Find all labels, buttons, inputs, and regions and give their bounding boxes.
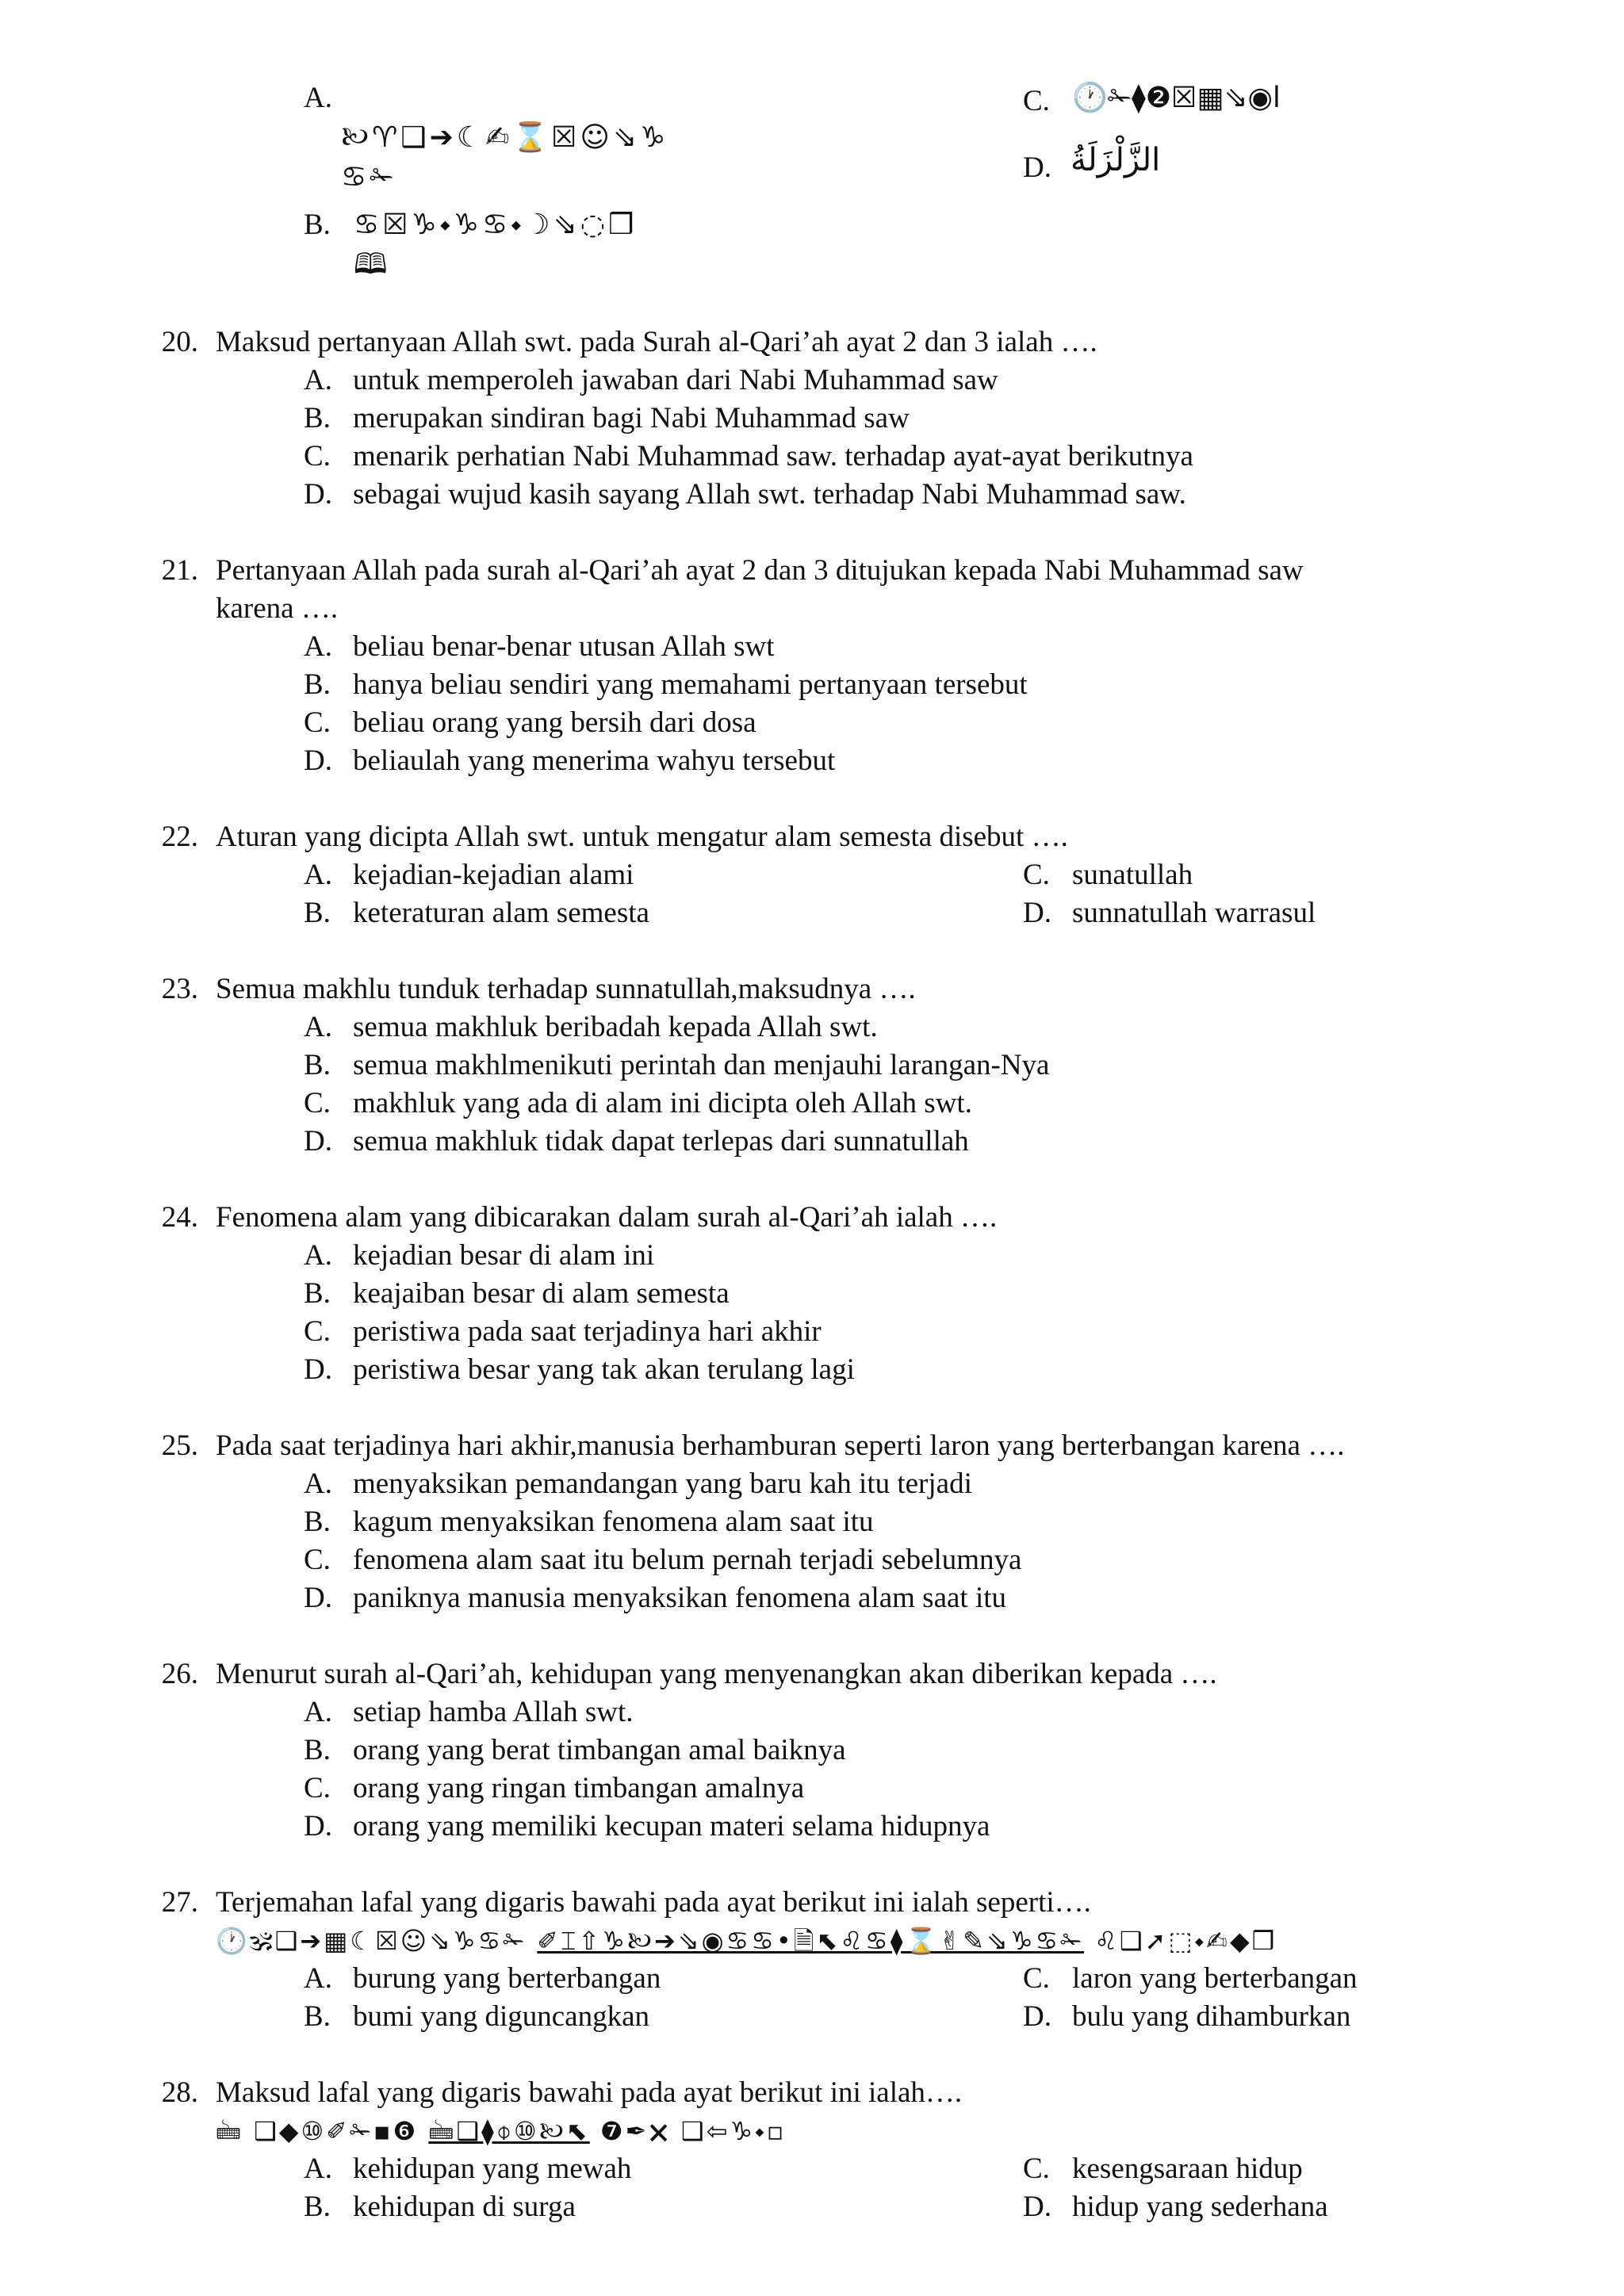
option-letter: D.	[1023, 2000, 1051, 2033]
ayat-tail: ♌❑➚⬚⬩✍◆❒	[1094, 1926, 1277, 1956]
option-text: burung yang berterbangan	[353, 1962, 661, 1995]
option-a[interactable]	[304, 1465, 972, 1503]
option-d[interactable]	[1023, 2188, 1328, 2226]
prev-option-a-arabic-text-cont: ♋✁	[341, 161, 397, 193]
question-text: Pada saat terjadinya hari akhir,manusia berhamburan seperti laron yang berterbangan karena ….	[216, 1429, 1345, 1462]
option-text: peristiwa pada saat terjadinya hari akhir	[353, 1315, 822, 1348]
option-letter: A.	[304, 859, 332, 891]
question-number: 23.	[161, 973, 198, 1005]
option-text: kehidupan yang mewah	[353, 2152, 632, 2185]
option-a[interactable]	[304, 1237, 654, 1275]
option-d[interactable]	[1023, 894, 1316, 932]
option-letter: C.	[304, 1315, 331, 1348]
option-letter: C.	[304, 1087, 331, 1119]
option-text: laron yang berterbangan	[1072, 1962, 1358, 1995]
option-letter: A.	[304, 1239, 332, 1272]
option-letter: C.	[304, 706, 331, 739]
question-number: 20.	[161, 326, 198, 358]
option-text: untuk memperoleh jawaban dari Nabi Muhammad saw	[353, 364, 998, 396]
option-letter: C.	[304, 440, 331, 473]
question-text: Menurut surah al-Qari’ah, kehidupan yang menyenangkan akan diberikan kepada ….	[216, 1658, 1217, 1690]
option-b[interactable]	[304, 1503, 874, 1541]
option-letter: C.	[1023, 2152, 1050, 2185]
option-a[interactable]	[304, 1693, 634, 1732]
option-letter: D.	[304, 744, 332, 777]
prev-option-b-arabic-text: ♋☒♑⬩♑♋⬩☽⇘◌❒	[354, 209, 638, 241]
option-d[interactable]	[304, 476, 1186, 514]
option-text: kagum menyaksikan fenomena alam saat itu	[353, 1506, 874, 1538]
option-a[interactable]	[304, 2150, 631, 2188]
question-text: Pertanyaan Allah pada surah al-Qari’ah ayat 2 dan 3 ditujukan kepada Nabi Muhammad saw	[216, 554, 1304, 587]
option-text: makhluk yang ada di alam ini dicipta oleh Allah swt.	[353, 1087, 972, 1119]
option-letter: D.	[304, 1353, 332, 1386]
option-text: setiap hamba Allah swt.	[353, 1696, 634, 1728]
option-d[interactable]	[304, 742, 835, 780]
option-letter: D.	[304, 1810, 332, 1843]
option-text: bulu yang dihamburkan	[1072, 2000, 1351, 2033]
option-b[interactable]	[304, 1998, 649, 2036]
option-text: peristiwa besar yang tak akan terulang lagi	[353, 1353, 855, 1386]
question-text-cont: karena ….	[216, 592, 339, 625]
option-a[interactable]	[304, 628, 774, 666]
option-text: keteraturan alam semesta	[353, 897, 649, 929]
prev-option-a-letter: A.	[304, 82, 332, 114]
prev-option-a-arabic-text: 🙠♈❑➔☾✍⌛☒☺⇘♑	[341, 121, 669, 154]
question-text: Fenomena alam yang dibicarakan dalam surah al-Qari’ah ialah ….	[216, 1201, 998, 1234]
option-d[interactable]	[304, 1351, 855, 1389]
option-text: bumi yang diguncangkan	[353, 2000, 650, 2033]
option-b[interactable]	[304, 666, 1028, 704]
option-letter: A.	[304, 1011, 332, 1043]
ayat-plain: 🕐🕉❑➔▦☾☒☺⇘♑♋✁	[216, 1926, 527, 1956]
question-text: Maksud lafal yang digaris bawahi pada ayat berikut ini ialah….	[216, 2076, 963, 2109]
option-letter: D.	[304, 478, 332, 511]
option-letter: A.	[304, 2152, 332, 2185]
ayat-verse	[216, 2112, 786, 2150]
option-text: beliaulah yang menerima wahyu tersebut	[353, 744, 836, 777]
option-letter: B.	[304, 1734, 331, 1766]
question-number: 22.	[161, 821, 198, 853]
option-letter: D.	[1023, 2191, 1051, 2223]
question-number: 27.	[161, 1886, 198, 1919]
question-number: 24.	[161, 1201, 198, 1234]
option-letter: A.	[304, 1962, 332, 1995]
option-letter: D.	[304, 1125, 332, 1158]
ayat-tail: ❼✒🗙 ❑⇦♑⬩▫	[599, 2116, 787, 2146]
option-b[interactable]	[304, 894, 649, 932]
option-c[interactable]	[304, 438, 1193, 476]
option-text: fenomena alam saat itu belum pernah terjadi sebelumnya	[353, 1544, 1022, 1576]
option-letter: B.	[304, 1049, 331, 1081]
option-letter: A.	[304, 1468, 332, 1500]
option-text: keajaiban besar di alam semesta	[353, 1277, 730, 1310]
option-c[interactable]	[304, 1541, 1021, 1579]
option-text: kejadian-kejadian alami	[353, 859, 634, 891]
prev-option-c-arabic-text: 🕐✁⧫❷☒▦⇘◉ا	[1072, 82, 1281, 114]
option-letter: B.	[304, 1506, 331, 1538]
option-letter: A.	[304, 1696, 332, 1728]
question-number: 25.	[161, 1429, 198, 1462]
question-text: Semua makhlu tunduk terhadap sunnatullah,maksudnya ….	[216, 973, 916, 1005]
option-text: sunnatullah warrasul	[1072, 897, 1316, 929]
question-number: 28.	[161, 2076, 198, 2109]
option-text: menyaksikan pemandangan yang baru kah itu terjadi	[353, 1468, 972, 1500]
option-a[interactable]	[304, 1960, 661, 1998]
option-letter: D.	[1023, 897, 1051, 929]
option-a[interactable]	[304, 362, 998, 400]
option-text: kehidupan di surga	[353, 2191, 576, 2223]
option-text: semua makhlmenikuti perintah dan menjauhi larangan-Nya	[353, 1049, 1050, 1081]
option-d[interactable]	[1023, 1998, 1350, 2036]
option-a[interactable]	[304, 856, 634, 894]
option-d[interactable]	[304, 1123, 969, 1161]
question-number: 21.	[161, 554, 198, 587]
option-letter: B.	[304, 668, 331, 701]
option-d[interactable]	[304, 1579, 1006, 1617]
option-text: orang yang berat timbangan amal baiknya	[353, 1734, 846, 1766]
option-text: merupakan sindiran bagi Nabi Muhammad saw	[353, 402, 910, 434]
option-c[interactable]	[304, 1313, 822, 1351]
option-text: kesengsaraan hidup	[1072, 2152, 1303, 2185]
option-text: orang yang ringan timbangan amalnya	[353, 1772, 805, 1804]
question-text: Aturan yang dicipta Allah swt. untuk mengatur alam semesta disebut ….	[216, 821, 1068, 853]
option-text: hidup yang sederhana	[1072, 2191, 1328, 2223]
question-number: 26.	[161, 1658, 198, 1690]
ayat-underlined: 🖮❑⧫⌽⑩🙠⬉	[428, 2116, 590, 2146]
option-b[interactable]	[304, 400, 910, 438]
option-letter: B.	[304, 1277, 331, 1310]
question-text: Terjemahan lafal yang digaris bawahi pada ayat berikut ini ialah seperti….	[216, 1886, 1091, 1919]
option-letter: D.	[304, 1582, 332, 1614]
option-b[interactable]	[304, 1047, 1049, 1085]
prev-option-b-arabic-text-cont: 🕮	[354, 248, 391, 281]
option-c[interactable]	[304, 1770, 804, 1808]
option-c[interactable]	[1023, 2150, 1303, 2188]
option-b[interactable]	[304, 1732, 846, 1770]
option-c[interactable]	[304, 704, 756, 742]
option-text: hanya beliau sendiri yang memahami pertanyaan tersebut	[353, 668, 1028, 701]
prev-option-d-letter: D.	[1023, 151, 1051, 184]
prev-option-b-letter: B.	[304, 209, 331, 241]
option-text: semua makhluk tidak dapat terlepas dari sunnatullah	[353, 1125, 969, 1158]
question-text: Maksud pertanyaan Allah swt. pada Surah al-Qari’ah ayat 2 dan 3 ialah ….	[216, 326, 1097, 358]
ayat-verse	[216, 1922, 1277, 1960]
ayat-plain: 🖮 ❑◆⑩✐✁▪❻	[216, 2116, 419, 2146]
prev-option-d-arabic-text: الزَّلْزَلَةُ	[1071, 142, 1161, 178]
option-letter: B.	[304, 897, 331, 929]
option-b[interactable]	[304, 2188, 576, 2226]
option-text: beliau orang yang bersih dari dosa	[353, 706, 756, 739]
option-text: semua makhluk beribadah kepada Allah swt.	[353, 1011, 878, 1043]
option-letter: A.	[304, 364, 332, 396]
option-d[interactable]	[304, 1808, 990, 1846]
option-text: menarik perhatian Nabi Muhammad saw. terhadap ayat-ayat berikutnya	[353, 440, 1193, 473]
ayat-underlined: ✐⌶⇧♑🙠➔⇘◉♋♋•🗎⬉♌♋⧫⌛✌✎⇘♑♋✁	[537, 1926, 1085, 1956]
option-c[interactable]	[304, 1085, 972, 1123]
option-letter: B.	[304, 402, 331, 434]
option-text: beliau benar-benar utusan Allah swt	[353, 630, 775, 663]
option-letter: C.	[304, 1772, 331, 1804]
option-text: sunatullah	[1072, 859, 1193, 891]
option-text: orang yang memiliki kecupan materi selama hidupnya	[353, 1810, 990, 1843]
prev-option-c-letter: C.	[1023, 85, 1050, 117]
option-text: kejadian besar di alam ini	[353, 1239, 655, 1272]
option-text: sebagai wujud kasih sayang Allah swt. terhadap Nabi Muhammad saw.	[353, 478, 1186, 511]
option-letter: B.	[304, 2000, 331, 2033]
option-c[interactable]	[1023, 1960, 1358, 1998]
option-text: paniknya manusia menyaksikan fenomena alam saat itu	[353, 1582, 1007, 1614]
option-letter: A.	[304, 630, 332, 663]
option-letter: C.	[304, 1544, 331, 1576]
option-a[interactable]	[304, 1008, 878, 1047]
option-letter: B.	[304, 2191, 331, 2223]
option-letter: C.	[1023, 859, 1050, 891]
option-b[interactable]	[304, 1275, 730, 1313]
option-c[interactable]	[1023, 856, 1193, 894]
option-letter: C.	[1023, 1962, 1050, 1995]
